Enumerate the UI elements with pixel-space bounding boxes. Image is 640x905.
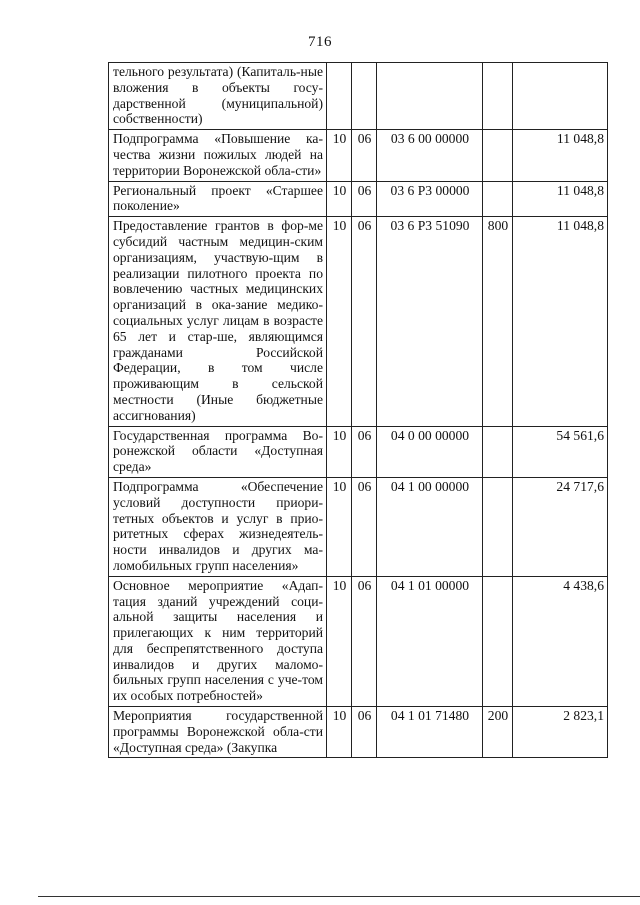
target-article-cell (377, 63, 483, 130)
target-article-cell: 04 1 00 00000 (377, 477, 483, 576)
target-article-cell: 04 0 00 00000 (377, 426, 483, 477)
table-row (109, 426, 608, 477)
subsection-code-cell: 06 (352, 426, 377, 477)
subsection-code-cell: 06 (352, 217, 377, 426)
target-article-cell: 03 6 00 00000 (377, 130, 483, 181)
table-row (109, 181, 608, 217)
table-row (109, 130, 608, 181)
row-name-cell: Предоставление грантов в фор-ме субсидий частным медицин-ским организациям, участвую-щим в реализации пилотного проекта по вовлечению частных медицинских организаций в ока-зание медико-социальных услуг лицам в возрасте 65 лет и стар-ше, являющимся гражданами Российской Федерации, в том числе проживающим в сельской местности (Иные бюджетные ассигнования) (109, 217, 327, 426)
subsection-code-cell: 06 (352, 707, 377, 758)
table-row (109, 707, 608, 758)
page-number: 716 (308, 34, 332, 50)
amount-cell: 11 048,8 (513, 217, 608, 426)
table-row (109, 576, 608, 706)
bottom-rule (38, 896, 640, 897)
expense-type-cell: 200 (483, 707, 513, 758)
section-code-cell: 10 (327, 426, 352, 477)
row-name-cell: Основное мероприятие «Адап-тация зданий учреждений соци-альной защиты населения и прилегающих к ним территорий для беспрепятственного доступа инвалидов и других маломо-бильных групп населения с уче-том их особых потребностей» (109, 576, 327, 706)
row-name-cell: тельного результата) (Капиталь-ные вложения в объекты госу-дарственной (муниципальной) собственности) (109, 63, 327, 130)
budget-table-body (109, 63, 608, 758)
section-code-cell: 10 (327, 576, 352, 706)
table-row (109, 63, 608, 130)
amount-cell: 4 438,6 (513, 576, 608, 706)
section-code-cell: 10 (327, 477, 352, 576)
row-name-cell: Государственная программа Во-ронежской области «Доступная среда» (109, 426, 327, 477)
amount-cell: 2 823,1 (513, 707, 608, 758)
expense-type-cell (483, 477, 513, 576)
target-article-cell: 04 1 01 71480 (377, 707, 483, 758)
target-article-cell: 03 6 P3 51090 (377, 217, 483, 426)
amount-cell: 11 048,8 (513, 181, 608, 217)
subsection-code-cell: 06 (352, 576, 377, 706)
expense-type-cell (483, 426, 513, 477)
budget-table (108, 62, 608, 758)
subsection-code-cell (352, 63, 377, 130)
expense-type-cell (483, 181, 513, 217)
expense-type-cell (483, 130, 513, 181)
section-code-cell: 10 (327, 707, 352, 758)
table-row (109, 217, 608, 426)
row-name-cell: Региональный проект «Старшее поколение» (109, 181, 327, 217)
section-code-cell: 10 (327, 130, 352, 181)
row-name-cell: Мероприятия государственной программы Воронежской обла-сти «Доступная среда» (Закупка (109, 707, 327, 758)
expense-type-cell (483, 576, 513, 706)
subsection-code-cell: 06 (352, 130, 377, 181)
subsection-code-cell: 06 (352, 477, 377, 576)
target-article-cell: 03 6 P3 00000 (377, 181, 483, 217)
row-name-cell: Подпрограмма «Обеспечение условий доступности приори-тетных объектов и услуг в прио-ритетных сферах жизнедеятель-ности инвалидов и других ма-ломобильных групп населения» (109, 477, 327, 576)
target-article-cell: 04 1 01 00000 (377, 576, 483, 706)
section-code-cell (327, 63, 352, 130)
section-code-cell: 10 (327, 217, 352, 426)
amount-cell: 11 048,8 (513, 130, 608, 181)
expense-type-cell (483, 63, 513, 130)
table-row (109, 477, 608, 576)
amount-cell (513, 63, 608, 130)
subsection-code-cell: 06 (352, 181, 377, 217)
expense-type-cell: 800 (483, 217, 513, 426)
row-name-cell: Подпрограмма «Повышение ка-чества жизни пожилых людей на территории Воронежской обла-сти» (109, 130, 327, 181)
section-code-cell: 10 (327, 181, 352, 217)
amount-cell: 54 561,6 (513, 426, 608, 477)
amount-cell: 24 717,6 (513, 477, 608, 576)
